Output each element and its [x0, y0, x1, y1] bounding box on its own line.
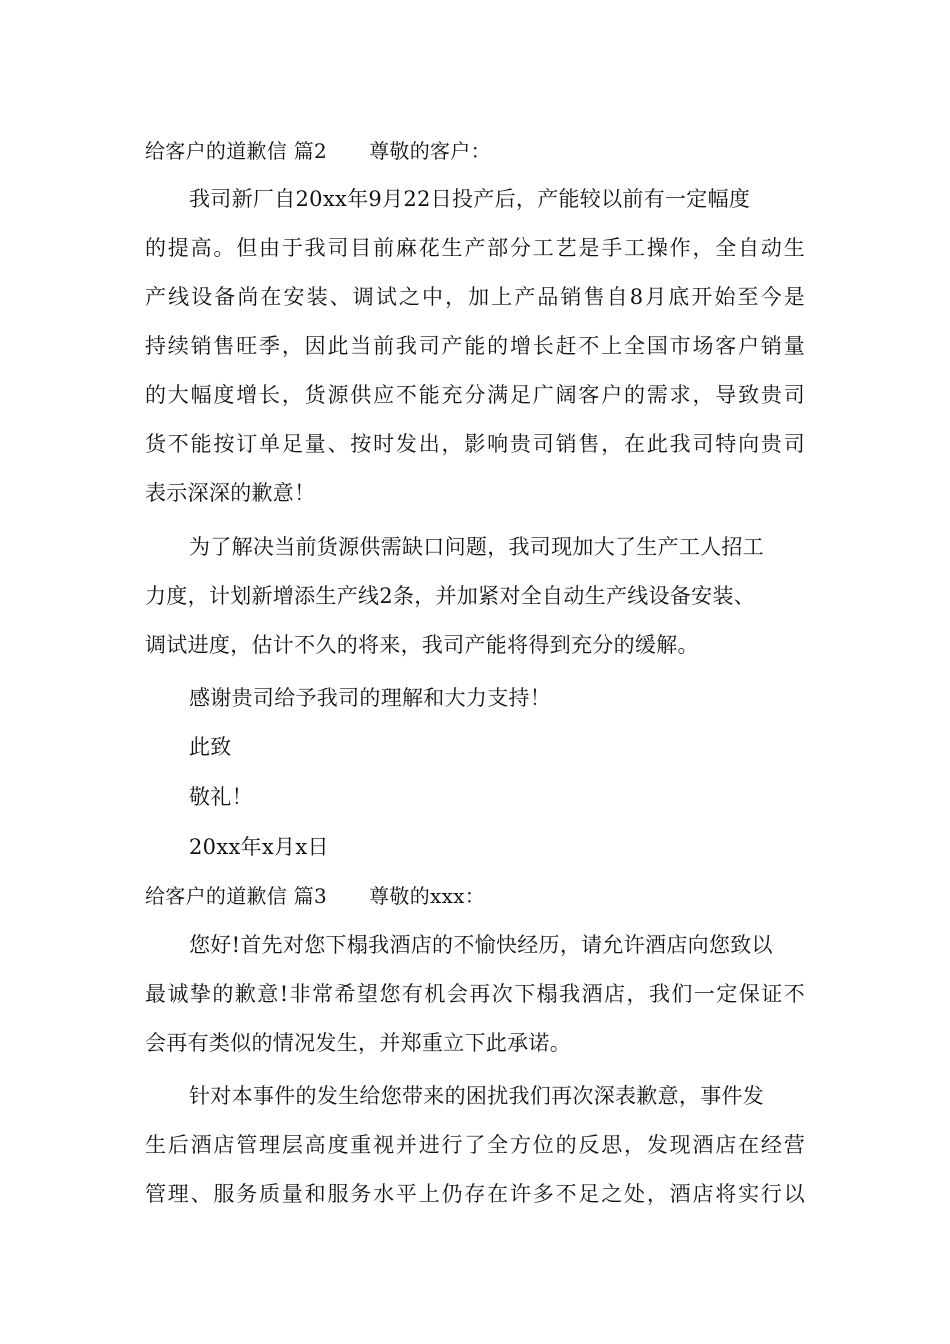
paragraph-line: 的大幅度增长，货源供应不能充分满足广阔客户的需求，导致贵司 [145, 383, 805, 407]
section-heading [145, 139, 805, 163]
section-heading [145, 884, 805, 908]
paragraph-line: 调试进度，估计不久的将来，我司产能将得到充分的缓解。 [145, 633, 699, 657]
salutation: 尊敬的xxx： [369, 884, 486, 908]
paragraph-line: 为了解决当前货源供需缺口问题，我司现加大了生产工人招工 [189, 535, 765, 559]
closing-line: 此致 [189, 735, 232, 759]
date-line: 20xx年x月x日 [189, 835, 329, 859]
paragraph-line: 表示深深的歉意！ [145, 481, 316, 505]
paragraph-line: 您好!首先对您下榻我酒店的不愉快经历，请允许酒店向您致以 [189, 933, 773, 957]
paragraph-line: 我司新厂自20xx年9月22日投产后，产能较以前有一定幅度 [189, 187, 751, 211]
paragraph-line: 管理、服务质量和服务水平上仍存在许多不足之处，酒店将实行以 [145, 1182, 805, 1206]
paragraph-line: 力度，计划新增添生产线2条，并加紧对全自动生产线设备安装、 [145, 584, 756, 608]
closing-line: 敬礼！ [189, 785, 253, 809]
paragraph-line: 最诚挚的歉意!非常希望您有机会再次下榻我酒店，我们一定保证不 [145, 982, 805, 1006]
paragraph-line: 生后酒店管理层高度重视并进行了全方位的反思，发现酒店在经营 [145, 1133, 805, 1157]
paragraph-line: 针对本事件的发生给您带来的困扰我们再次深表歉意，事件发 [189, 1084, 765, 1108]
paragraph-line: 会再有类似的情况发生，并郑重立下此承诺。 [145, 1031, 571, 1055]
paragraph-line: 产线设备尚在安装、调试之中，加上产品销售自8月底开始至今是 [145, 285, 805, 309]
salutation: 尊敬的客户： [369, 139, 491, 163]
section-title: 给客户的道歉信 篇2 [145, 139, 328, 163]
paragraph-line: 持续销售旺季，因此当前我司产能的增长赶不上全国市场客户销量 [145, 334, 805, 358]
paragraph-line: 的提高。但由于我司目前麻花生产部分工艺是手工操作，全自动生 [145, 236, 805, 260]
thanks-line: 感谢贵司给予我司的理解和大力支持！ [189, 686, 552, 710]
section-title: 给客户的道歉信 篇3 [145, 884, 328, 908]
paragraph-line: 货不能按订单足量、按时发出，影响贵司销售，在此我司特向贵司 [145, 432, 805, 456]
